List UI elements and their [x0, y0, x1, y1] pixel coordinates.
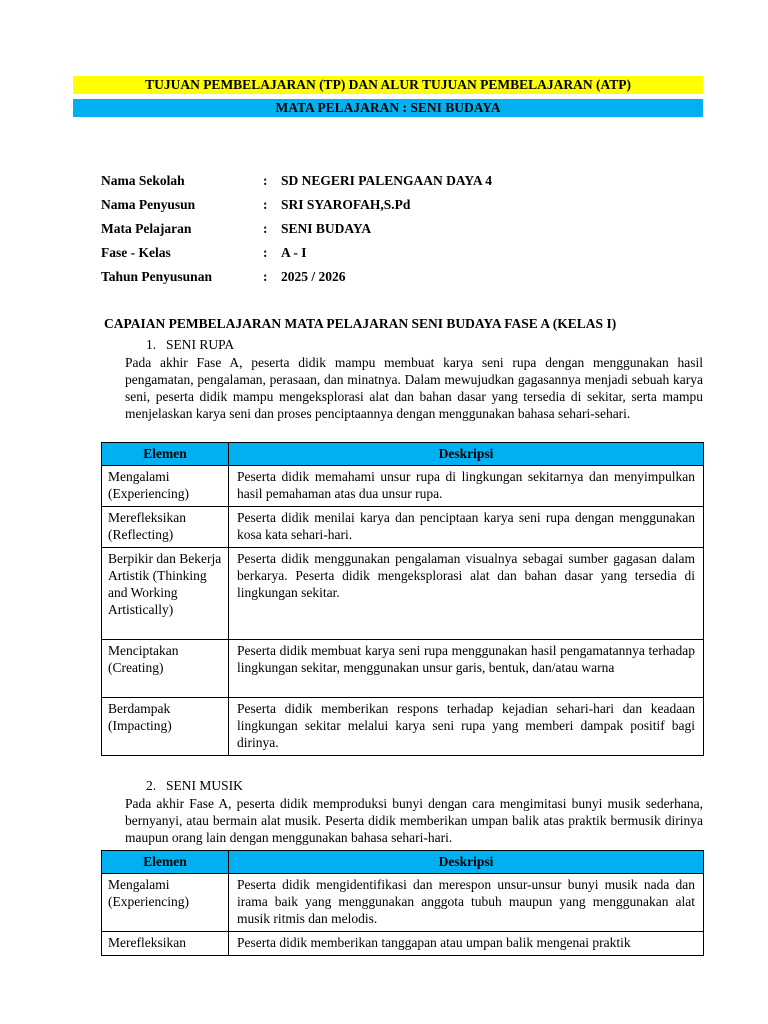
cp-heading: CAPAIAN PEMBELAJARAN MATA PELAJARAN SENI BUDAYA FASE A (KELAS I) — [104, 316, 617, 331]
table-header-deskripsi: Deskripsi — [229, 443, 704, 466]
info-label: Tahun Penyusunan — [101, 269, 212, 284]
info-row-school — [101, 171, 492, 195]
section-paragraph-seni-musik: Pada akhir Fase A, peserta didik memproduksi bunyi dengan cara mengimitasi bunyi musik sederhana, bernyanyi, atau bermain alat musik. Peserta didik memberikan umpan balik atas praktik bermusik dirinya maupun orang lain dengan menggunakan bahasa sehari-hari. — [125, 796, 703, 845]
table-header-row — [102, 443, 704, 466]
table-row — [102, 548, 704, 640]
subject-banner: MATA PELAJARAN : SENI BUDAYA — [73, 99, 703, 117]
table-row — [102, 874, 704, 932]
table-header-elemen: Elemen — [102, 443, 229, 466]
table-row — [102, 466, 704, 507]
table-row — [102, 507, 704, 548]
info-colon: : — [263, 173, 268, 188]
info-row-subject — [101, 219, 492, 243]
elemen-cell: Berpikir dan Bekerja Artistik (Thinking and Working Artistically) — [102, 548, 229, 640]
info-colon: : — [263, 269, 268, 284]
deskripsi-cell: Peserta didik menilai karya dan penciptaan karya seni rupa dengan menggunakan kosa kata sehari-hari. — [229, 507, 704, 548]
section-title-text: SENI MUSIK — [166, 778, 243, 793]
school-info-block — [101, 171, 492, 291]
info-value: SD NEGERI PALENGAAN DAYA 4 — [281, 173, 493, 188]
elemen-cell: Merefleksikan — [102, 932, 229, 956]
info-label: Fase - Kelas — [101, 245, 171, 260]
elemen-cell: Berdampak (Impacting) — [102, 698, 229, 756]
deskripsi-cell: Peserta didik memberikan respons terhadap kejadian sehari-hari dan keadaan lingkungan sekitar melalui karya seni rupa yang memberi dampak positif bagi dirinya. — [229, 698, 704, 756]
section-number: 1. — [146, 337, 157, 352]
info-colon: : — [263, 221, 268, 236]
deskripsi-cell: Peserta didik memahami unsur rupa di lingkungan sekitarnya dan menyimpulkan hasil pemahaman atas dua unsur rupa. — [229, 466, 704, 507]
deskripsi-cell: Peserta didik mengidentifikasi dan merespon unsur-unsur bunyi musik nada dan irama baik yang menggunakan anggota tubuh maupun yang menggunakan alat musik ritmis dan melodis. — [229, 874, 704, 932]
document-title-banner: TUJUAN PEMBELAJARAN (TP) DAN ALUR TUJUAN PEMBELAJARAN (ATP) — [73, 76, 703, 94]
table-header-deskripsi: Deskripsi — [229, 851, 704, 874]
info-value: 2025 / 2026 — [281, 269, 346, 284]
info-label: Nama Sekolah — [101, 173, 185, 188]
table-seni-rupa — [101, 442, 704, 756]
table-row — [102, 932, 704, 956]
deskripsi-cell: Peserta didik menggunakan pengalaman visualnya sebagai sumber gagasan dalam berkarya. Peserta didik mengeksplorasi alat dan bahan dasar yang tersedia di lingkungan sekitar. — [229, 548, 704, 640]
info-row-year — [101, 267, 492, 291]
deskripsi-cell: Peserta didik memberikan tanggapan atau umpan balik mengenai praktik — [229, 932, 704, 956]
section-title-text: SENI RUPA — [166, 337, 235, 352]
info-colon: : — [263, 197, 268, 212]
section-title-seni-rupa — [146, 337, 234, 353]
elemen-cell: Mengalami (Experiencing) — [102, 466, 229, 507]
info-label: Nama Penyusun — [101, 197, 196, 212]
table-header-row — [102, 851, 704, 874]
section-number: 2. — [146, 778, 157, 793]
section-paragraph-seni-rupa: Pada akhir Fase A, peserta didik mampu membuat karya seni rupa dengan menggunakan hasil pengamatan, pengalaman, perasaan, dan minatnya. Dalam mewujudkan gagasannya menjadi sebuah karya seni, peserta didik mampu mengeksplorasi alat dan bahan dasar yang tersedia di sekitar, serta mampu menjelaskan karya seni dan proses penciptaannya dengan menggunakan bahasa sehari-sehari. — [125, 355, 703, 421]
info-label: Mata Pelajaran — [101, 221, 192, 236]
table-row — [102, 698, 704, 756]
elemen-cell: Merefleksikan (Reflecting) — [102, 507, 229, 548]
info-row-phase — [101, 243, 492, 267]
table-row — [102, 640, 704, 698]
info-value: SRI SYAROFAH,S.Pd — [281, 197, 411, 212]
elemen-cell: Menciptakan (Creating) — [102, 640, 229, 698]
elemen-cell: Mengalami (Experiencing) — [102, 874, 229, 932]
info-row-author — [101, 195, 492, 219]
deskripsi-cell: Peserta didik membuat karya seni rupa menggunakan hasil pengamatannya terhadap lingkungan sekitar, menggunakan unsur garis, bentuk, dan/atau warna — [229, 640, 704, 698]
table-seni-musik — [101, 850, 704, 956]
info-value: A - I — [281, 245, 307, 260]
info-value: SENI BUDAYA — [281, 221, 372, 236]
section-title-seni-musik — [146, 778, 243, 794]
table-header-elemen: Elemen — [102, 851, 229, 874]
info-colon: : — [263, 245, 268, 260]
